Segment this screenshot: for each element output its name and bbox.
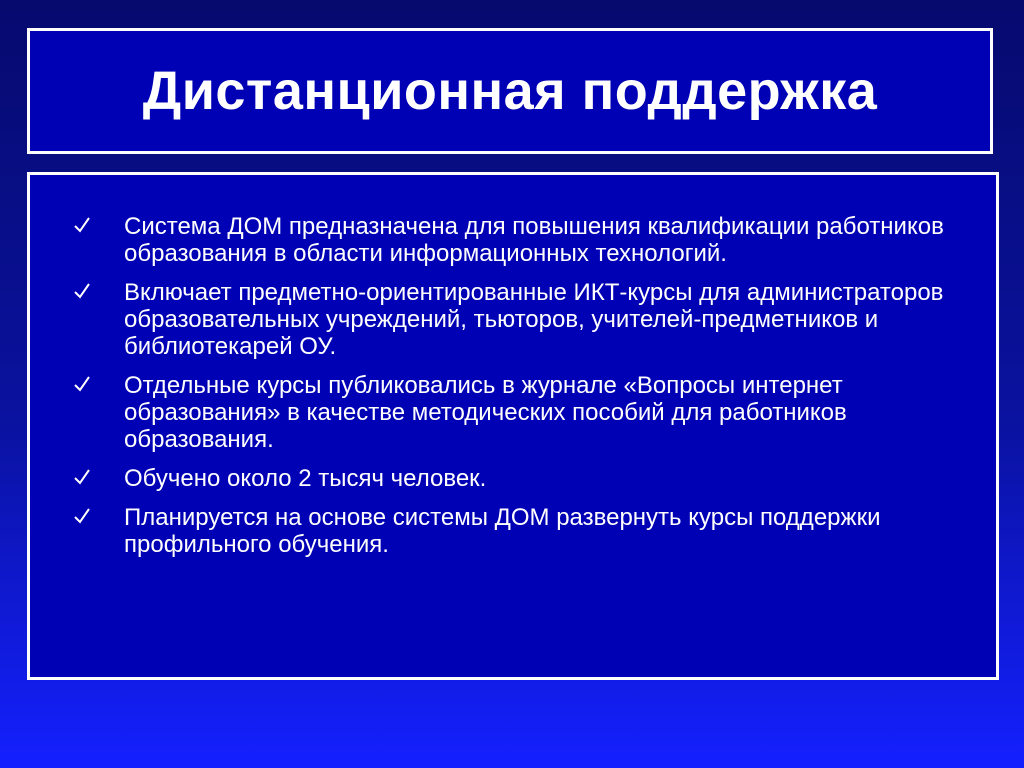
checkmark-icon <box>72 280 94 302</box>
bullet-text: Обучено около 2 тысяч человек. <box>124 465 487 492</box>
bullet-item <box>72 372 976 453</box>
bullet-item <box>72 504 976 558</box>
content-panel <box>27 172 999 680</box>
checkmark-icon <box>72 214 94 236</box>
bullet-item <box>72 213 976 267</box>
checkmark-icon <box>72 466 94 488</box>
bullet-item <box>72 279 976 360</box>
title-panel <box>27 28 993 154</box>
checkmark-icon <box>72 505 94 527</box>
bullet-text: Отдельные курсы публиковались в журнале «Вопросы интернет образования» в качестве методических пособий для работников образования. <box>124 372 847 453</box>
bullet-text: Планируется на основе системы ДОМ развернуть курсы поддержки профильного обучения. <box>124 504 881 558</box>
checkmark-icon <box>72 373 94 395</box>
bullet-text: Включает предметно-ориентированные ИКТ-курсы для администраторов образовательных учреждений, тьюторов, учителей-предметников и библиотекарей ОУ. <box>124 279 944 360</box>
bullet-list <box>72 213 976 558</box>
slide-title: Дистанционная поддержка <box>142 61 878 121</box>
bullet-text: Система ДОМ предназначена для повышения квалификации работников образования в области информационных технологий. <box>124 213 944 267</box>
bullet-item <box>72 465 976 492</box>
